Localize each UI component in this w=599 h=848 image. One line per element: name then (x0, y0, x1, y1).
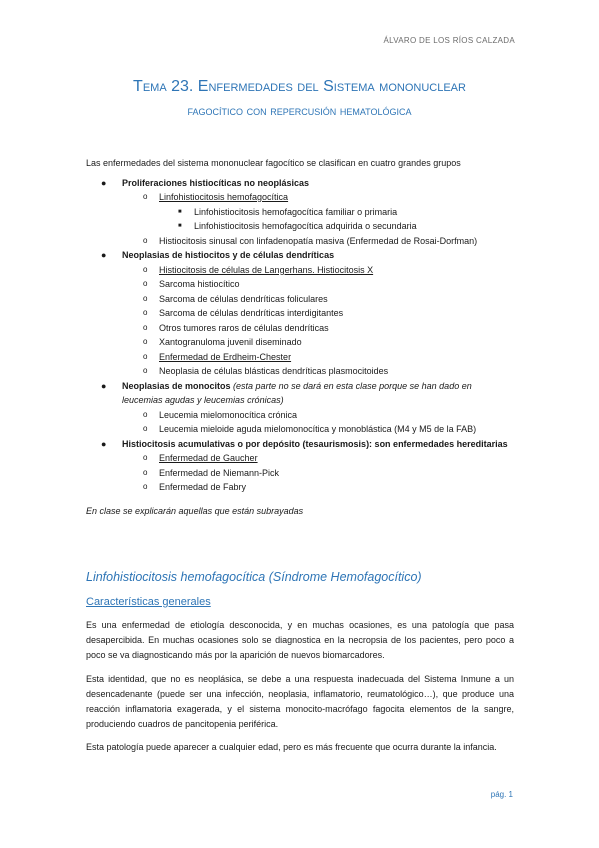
subsection-heading: Características generales (86, 596, 211, 608)
circle-bullet-icon: o (143, 366, 148, 375)
circle-bullet-icon: o (143, 293, 148, 303)
title-line-1: Tema 23. Enfermedades del Sistema mononuclear (133, 78, 466, 95)
section-heading: Linfohistiocitosis hemofagocítica (Síndrome Hemofagocítico) (86, 570, 422, 584)
page-number: pág. 1 (490, 790, 513, 799)
circle-bullet-icon: o (143, 409, 148, 419)
group-label: Histiocitosis acumulativas o por depósito (tesaurismosis): son enfermedades hereditarias (122, 438, 508, 449)
circle-bullet-icon: o (143, 337, 148, 346)
subgroup-item (86, 451, 514, 466)
subsubgroup-label: Linfohistiocitosis hemofagocítica adquirida o secundaria (194, 221, 417, 231)
subgroup-item (86, 234, 514, 249)
subsubgroup-item (86, 205, 514, 220)
document-title (60, 78, 539, 118)
circle-bullet-icon: o (143, 192, 148, 201)
subgroup-item (86, 292, 514, 307)
page-header-author: ÁLVARO DE LOS RÍOS CALZADA (383, 36, 515, 45)
subgroup-item (86, 350, 514, 365)
subgroup-label: Enfermedad de Gaucher (159, 453, 258, 463)
subgroup-item (86, 321, 514, 336)
circle-bullet-icon: o (143, 467, 148, 477)
bullet-icon: ● (101, 177, 107, 188)
title-line-2: fagocítico con repercusión hematológica (187, 103, 412, 118)
group-note: (esta parte no se dará en esta clase porque se han dado en leucemias agudas y leucemias crónicas) (122, 380, 472, 405)
subsubgroup-item (86, 219, 514, 234)
subgroup-label: Enfermedad de Niemann-Pick (159, 467, 280, 478)
subgroup-label: Xantogranuloma juvenil diseminado (159, 337, 302, 347)
circle-bullet-icon: o (143, 308, 148, 317)
bullet-icon: ● (101, 438, 107, 449)
bullet-icon: ● (101, 250, 107, 260)
subgroup-label: Histiocitosis sinusal con linfadenopatía masiva (Enfermedad de Rosai-Dorfman) (159, 235, 478, 246)
square-bullet-icon: ■ (178, 208, 182, 215)
group-item (86, 437, 514, 495)
bullet-icon: ● (101, 380, 107, 391)
subgroup-label: Histiocitosis de células de Langerhans. Histiocitosis X (159, 264, 374, 275)
circle-bullet-icon: o (143, 264, 148, 274)
square-bullet-icon: ■ (178, 223, 182, 229)
circle-bullet-icon: o (143, 322, 148, 332)
subgroup-item (86, 306, 514, 321)
subsubgroup-label: Linfohistiocitosis hemofagocítica familiar o primaria (194, 206, 398, 217)
subgroup-label: Sarcoma de células dendríticas interdigitantes (159, 308, 344, 318)
body-paragraph: Es una enfermedad de etiología desconocida, y en muchas ocasiones, es una patología que pasa desapercibida. En muchas ocasiones solo se diagnostica en la necropsia de los pacientes, pero poco a poco se va diagnosticando más por la aparición de nuevos biomarcadores. (86, 620, 514, 661)
subgroup-label: Leucemia mieloide aguda mielomonocítica y monoblástica (M4 y M5 de la FAB) (159, 424, 477, 434)
subgroup-item (86, 422, 514, 437)
class-note: En clase se explicarán aquellas que están subrayadas (86, 505, 304, 516)
subgroup-item (86, 277, 514, 292)
subgroup-label: Sarcoma de células dendríticas foliculares (159, 293, 328, 304)
subgroup-list (122, 408, 514, 437)
circle-bullet-icon: o (143, 453, 148, 462)
subgroup-list (122, 190, 514, 248)
subgroup-item (86, 263, 514, 278)
subgroup-label: Neoplasia de células blásticas dendríticas plasmocitoides (159, 366, 389, 376)
group-label: Neoplasias de histiocitos y de células dendríticas (122, 250, 335, 260)
group-item (86, 176, 514, 249)
subgroup-item (86, 190, 514, 234)
circle-bullet-icon: o (143, 482, 148, 491)
subgroup-label: Enfermedad de Erdheim-Chester (159, 351, 292, 362)
group-label: Proliferaciones histiocíticas no neoplásicas (122, 177, 310, 188)
subgroup-label: Leucemia mielomonocítica crónica (159, 409, 298, 420)
subgroup-label: Linfohistiocitosis hemofagocítica (159, 192, 289, 202)
subgroup-list (122, 451, 514, 495)
group-item (86, 248, 514, 379)
intro-text: Las enfermedades del sistema mononuclear fagocítico se clasifican en cuatro grandes grupos (86, 158, 461, 168)
subgroup-label: Sarcoma histiocítico (159, 279, 240, 289)
subgroup-item (86, 364, 514, 379)
subgroup-label: Enfermedad de Fabry (159, 482, 247, 492)
subgroup-item (86, 335, 514, 350)
group-list (86, 176, 514, 495)
subsubgroup-list (159, 205, 514, 234)
subgroup-list (122, 263, 514, 379)
group-heading (122, 381, 472, 406)
classification-section (86, 156, 514, 527)
circle-bullet-icon: o (143, 279, 148, 288)
circle-bullet-icon: o (143, 351, 148, 361)
subgroup-item (86, 480, 514, 495)
body-paragraph: Esta patología puede aparecer a cualquier edad, pero es más frecuente que ocurra durante la infancia. (86, 742, 497, 753)
group-item (86, 379, 514, 437)
circle-bullet-icon: o (143, 235, 148, 245)
subgroup-item (86, 466, 514, 481)
subgroup-label: Otros tumores raros de células dendríticas (159, 322, 329, 333)
group-label: Neoplasias de monocitos (122, 380, 231, 391)
subgroup-item (86, 408, 514, 423)
circle-bullet-icon: o (143, 424, 148, 433)
section-body (86, 618, 514, 764)
body-paragraph: Esta identidad, que no es neoplásica, se debe a una respuesta inadecuada del Sistema Inmune a un desencadenante (puede ser una infección, neoplasia, inflamatorio, reumatológico…), que produce una reacción inflamatoria exagerada, y el sistema monocito-macrófago fagocita elementos de la sangre, produciendo cuadros de pancitopenia periférica. (86, 673, 514, 730)
